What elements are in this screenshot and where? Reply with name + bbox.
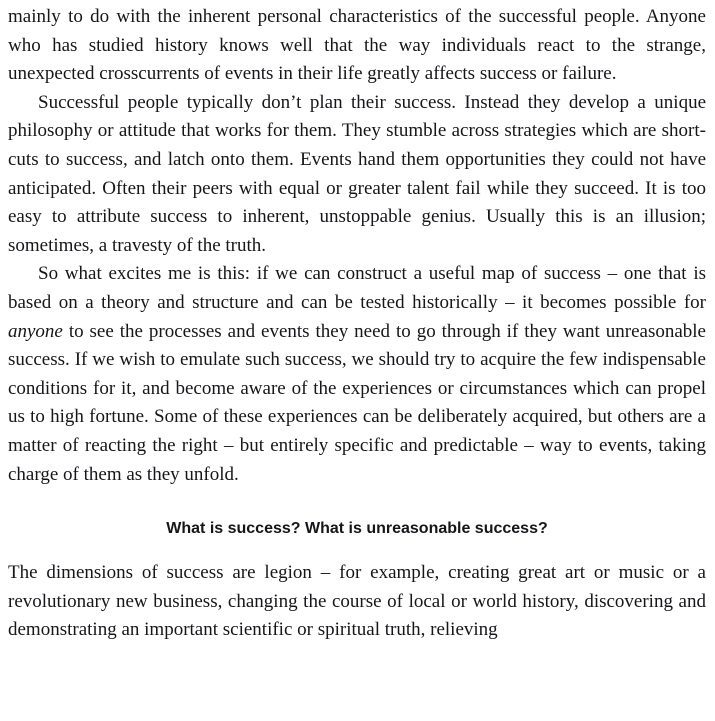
- paragraph: [8, 260, 706, 489]
- paragraph-continuation: mainly to do with the inherent personal characteristics of the successful people. Anyone who has studied history knows well that the way individuals react to the strange, unexpected crosscurrents of events in their life greatly affects success or failure.: [8, 6, 706, 85]
- emphasis-word: anyone: [8, 320, 63, 342]
- paragraph-text: to see the processes and events they need to go through if they want unreasonable success. If we wish to emulate such success, we should try to acquire the few indispensable conditions for it, and become aware of the experiences or circumstances which can propel us to high fortune. Some of these experiences can be deliberately acquired, but others are a matter of reacting the right – but entirely specific and predictable – way to events, taking charge of them as they unfold.: [8, 320, 706, 485]
- paragraph-text: So what excites me is this: if we can construct a useful map of success – one that is based on a theory and structure and can be tested historically – it becomes possible for: [8, 263, 706, 313]
- paragraph: Successful people typically don’t plan their success. Instead they develop a unique philosophy or attitude that works for them. They stumble across strategies which are short-cuts to success, and latch onto them. Events hand them opportunities they could not have anticipated. Often their peers with equal or greater talent fail while they succeed. It is too easy to attribute success to inherent, unstoppable genius. Usually this is an illusion; sometimes, a travesty of the truth.: [8, 91, 706, 256]
- paragraph: The dimensions of success are legion – for example, creating great art or music or a revolutionary new business, changing the course of local or world history, discovering and demonstrating an important scientific or spiritual truth, relieving: [8, 562, 706, 641]
- section-heading: What is success? What is unreasonable success?: [166, 520, 548, 538]
